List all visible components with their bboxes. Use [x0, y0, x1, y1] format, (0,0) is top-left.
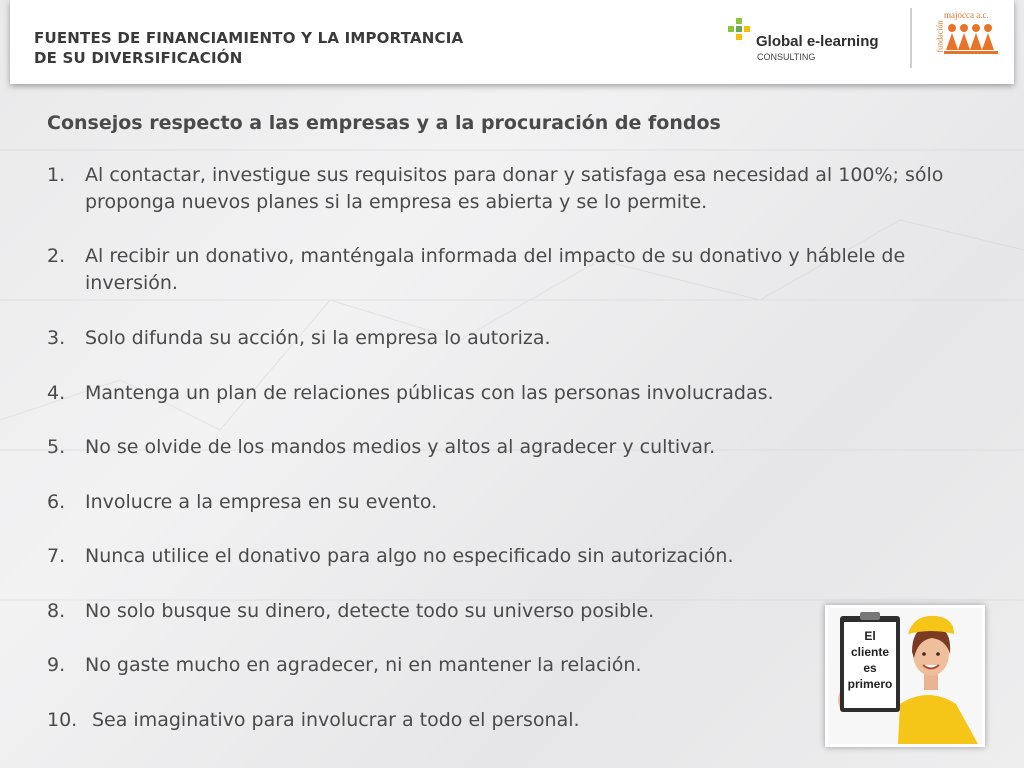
list-item-number: 5. — [47, 436, 66, 458]
clipboard-line-3: es — [863, 661, 877, 675]
slide-subtitle: Consejos respecto a las empresas y a la procuración de fondos — [47, 112, 721, 134]
list-item-text: No gaste mucho en agradecer, ni en mantener la relación. — [85, 654, 642, 676]
list-item — [47, 162, 987, 216]
list-item-text: Involucre a la empresa en su evento. — [85, 491, 438, 513]
list-item — [47, 543, 987, 570]
list-item-number: 4. — [47, 382, 66, 404]
people-icon — [944, 22, 1000, 58]
global-logo-sub: CONSULTING — [757, 52, 816, 62]
clipboard-line-2: cliente — [850, 645, 890, 659]
list-item-text: Sea imaginativo para involucrar a todo el personal. — [92, 709, 580, 731]
list-item — [47, 325, 987, 352]
list-item-number: 10. — [47, 709, 78, 731]
list-item-number: 9. — [47, 654, 66, 676]
list-item-text: No solo busque su dinero, detecte todo su universo posible. — [85, 600, 655, 622]
list-item-number: 3. — [47, 327, 66, 349]
header-title-line2: DE SU DIVERSIFICACIÓN — [34, 49, 243, 67]
header-title — [34, 28, 594, 68]
list-item — [47, 380, 987, 407]
list-item-text: Al recibir un donativo, manténgala informada del impacto de su donativo y háblele de inversión. — [85, 245, 906, 294]
list-item-number: 6. — [47, 491, 66, 513]
fundacion-logo-vertical-text: fundación — [935, 20, 945, 53]
list-item-number: 7. — [47, 545, 66, 567]
list-item-text: Solo difunda su acción, si la empresa lo autoriza. — [85, 327, 551, 349]
header-title-line1: FUENTES DE FINANCIAMIENTO Y LA IMPORTANCIA — [34, 29, 464, 47]
global-logo-name: Global e-learning — [756, 33, 879, 50]
flower-icon — [726, 16, 754, 44]
list-item-text: Nunca utilice el donativo para algo no especificado sin autorización. — [85, 545, 734, 567]
list-item-text: Al contactar, investigue sus requisitos para donar y satisfaga esa necesidad al 100%; sólo proponga nuevos planes si la empresa es abierta y se lo permite. — [85, 164, 944, 213]
clipboard-line-4: primero — [847, 677, 893, 691]
list-item-text: Mantenga un plan de relaciones públicas con las personas involucradas. — [85, 382, 774, 404]
clipboard-line-1: El — [864, 629, 876, 643]
woman-with-clipboard-illustration — [828, 608, 982, 744]
logo-divider — [910, 8, 912, 68]
list-item-number: 8. — [47, 600, 66, 622]
list-item-number: 1. — [47, 164, 66, 186]
fundacion-logo-top-text: majocca a.c. — [944, 10, 989, 20]
customer-service-photo — [825, 605, 985, 747]
list-item-number: 2. — [47, 245, 66, 267]
fundacion-logo — [934, 10, 1004, 62]
list-item — [47, 489, 987, 516]
list-item-text: No se olvide de los mandos medios y altos al agradecer y cultivar. — [85, 436, 716, 458]
global-elearning-logo — [726, 16, 896, 66]
list-item — [47, 243, 987, 297]
list-item — [47, 434, 987, 461]
slide-header — [10, 0, 1014, 84]
